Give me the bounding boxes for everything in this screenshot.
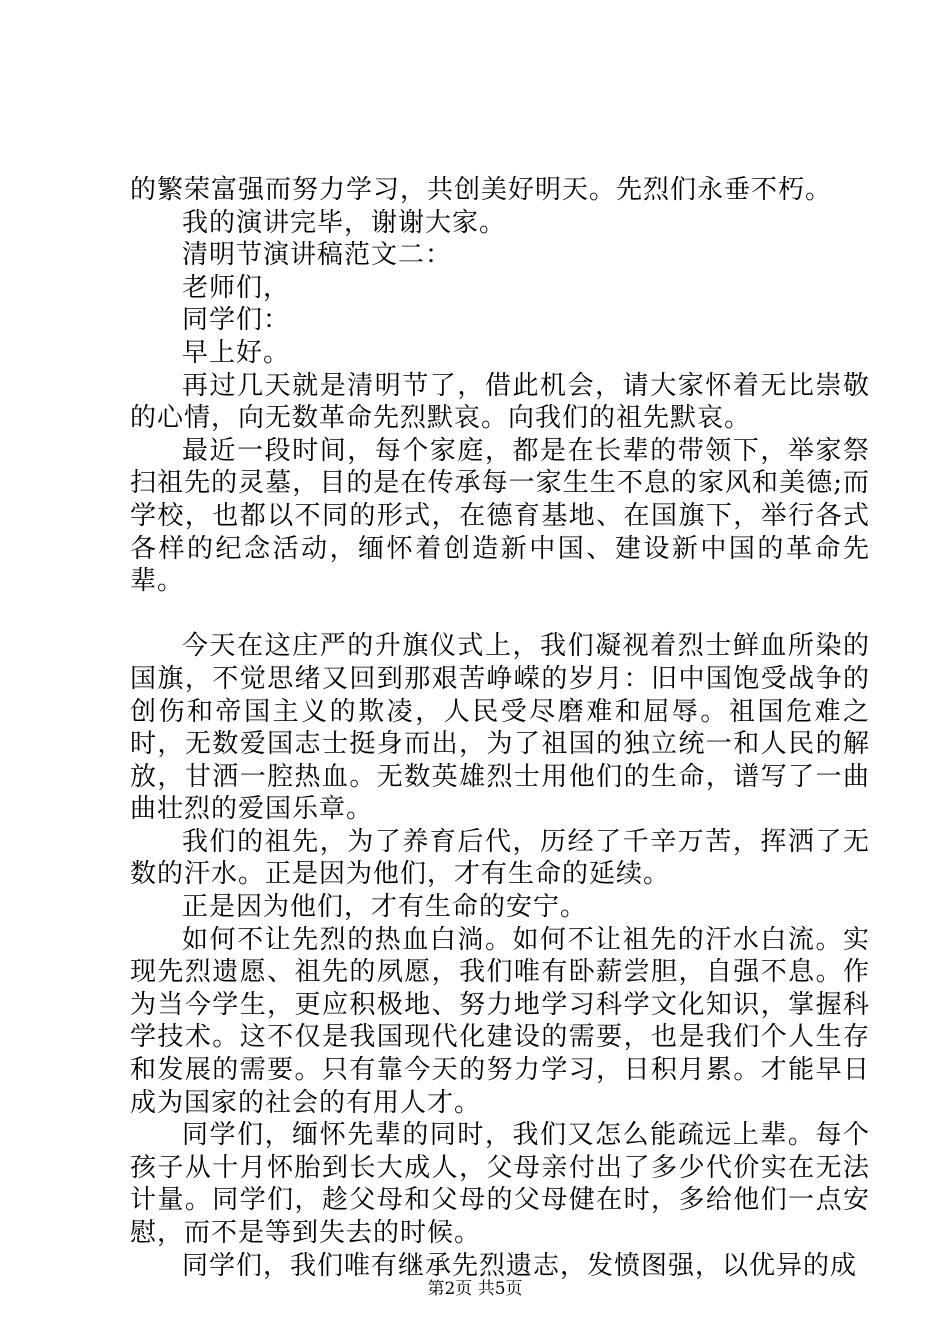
salutation: 老师们，	[182, 272, 291, 303]
paragraph: 我们的祖先，为了养育后代，历经了千辛万苦，挥洒了无数的汗水。正是因为他们，才有生命的延续。	[130, 826, 870, 890]
page-number-footer: 第2页 共5页	[427, 1279, 523, 1299]
paragraph: 同学们，缅怀先辈的同时，我们又怎么能疏远上辈。每个孩子从十月怀胎到长大成人，父母亲付出了多少代价实在无法计量。同学们，趁父母和父母的父母健在时，多给他们一点安慰，而不是等到失去的时候。	[130, 1120, 870, 1248]
paragraph: 同学们，我们唯有继承先烈遗志，发愤图强，以优异的成	[182, 1250, 858, 1281]
paragraph-gap	[130, 598, 870, 631]
paragraph: 如何不让先烈的热血白淌。如何不让祖先的汗水白流。实现先烈遗愿、祖先的夙愿，我们唯有卧薪尝胆，自强不息。作为当今学生，更应积极地、努力地学习科学文化知识，掌握科学技术。这不仅是我国现代化建设的需要，也是我们个人生存和发展的需要。只有靠今天的努力学习，日积月累。才能早日成为国家的社会的有用人才。	[130, 924, 870, 1118]
salutation: 同学们：	[182, 305, 291, 336]
paragraph: 正是因为他们，才有生命的安宁。	[182, 892, 588, 923]
paragraph: 最近一段时间，每个家庭，都是在长辈的带领下，举家祭扫祖先的灵墓，目的是在传承每一家生生不息的家风和美德;而学校，也都以不同的形式，在德育基地、在国旗下，举行各式各样的纪念活动，缅怀着创造新中国、建设新中国的革命先辈。	[130, 435, 870, 597]
paragraph: 再过几天就是清明节了，借此机会，请大家怀着无比崇敬的心情，向无数革命先烈默哀。向我们的祖先默哀。	[130, 370, 870, 434]
paragraph: 今天在这庄严的升旗仪式上，我们凝视着烈士鲜血所染的国旗，不觉思绪又回到那艰苦峥嵘的岁月：旧中国饱受战争的创伤和帝国主义的欺凌，人民受尽磨难和屈辱。祖国危难之时，无数爱国志士挺身而出，为了祖国的独立统一和人民的解放，甘洒一腔热血。无数英雄烈士用他们的生命，谱写了一曲曲壮烈的爱国乐章。	[130, 631, 870, 825]
paragraph: 我的演讲完毕，谢谢大家。	[182, 207, 507, 238]
greeting: 早上好。	[182, 337, 291, 368]
document-body	[130, 174, 870, 1282]
section-heading: 清明节演讲稿范文二：	[182, 240, 453, 271]
paragraph: 的繁荣富强而努力学习，共创美好明天。先烈们永垂不朽。	[130, 175, 833, 205]
